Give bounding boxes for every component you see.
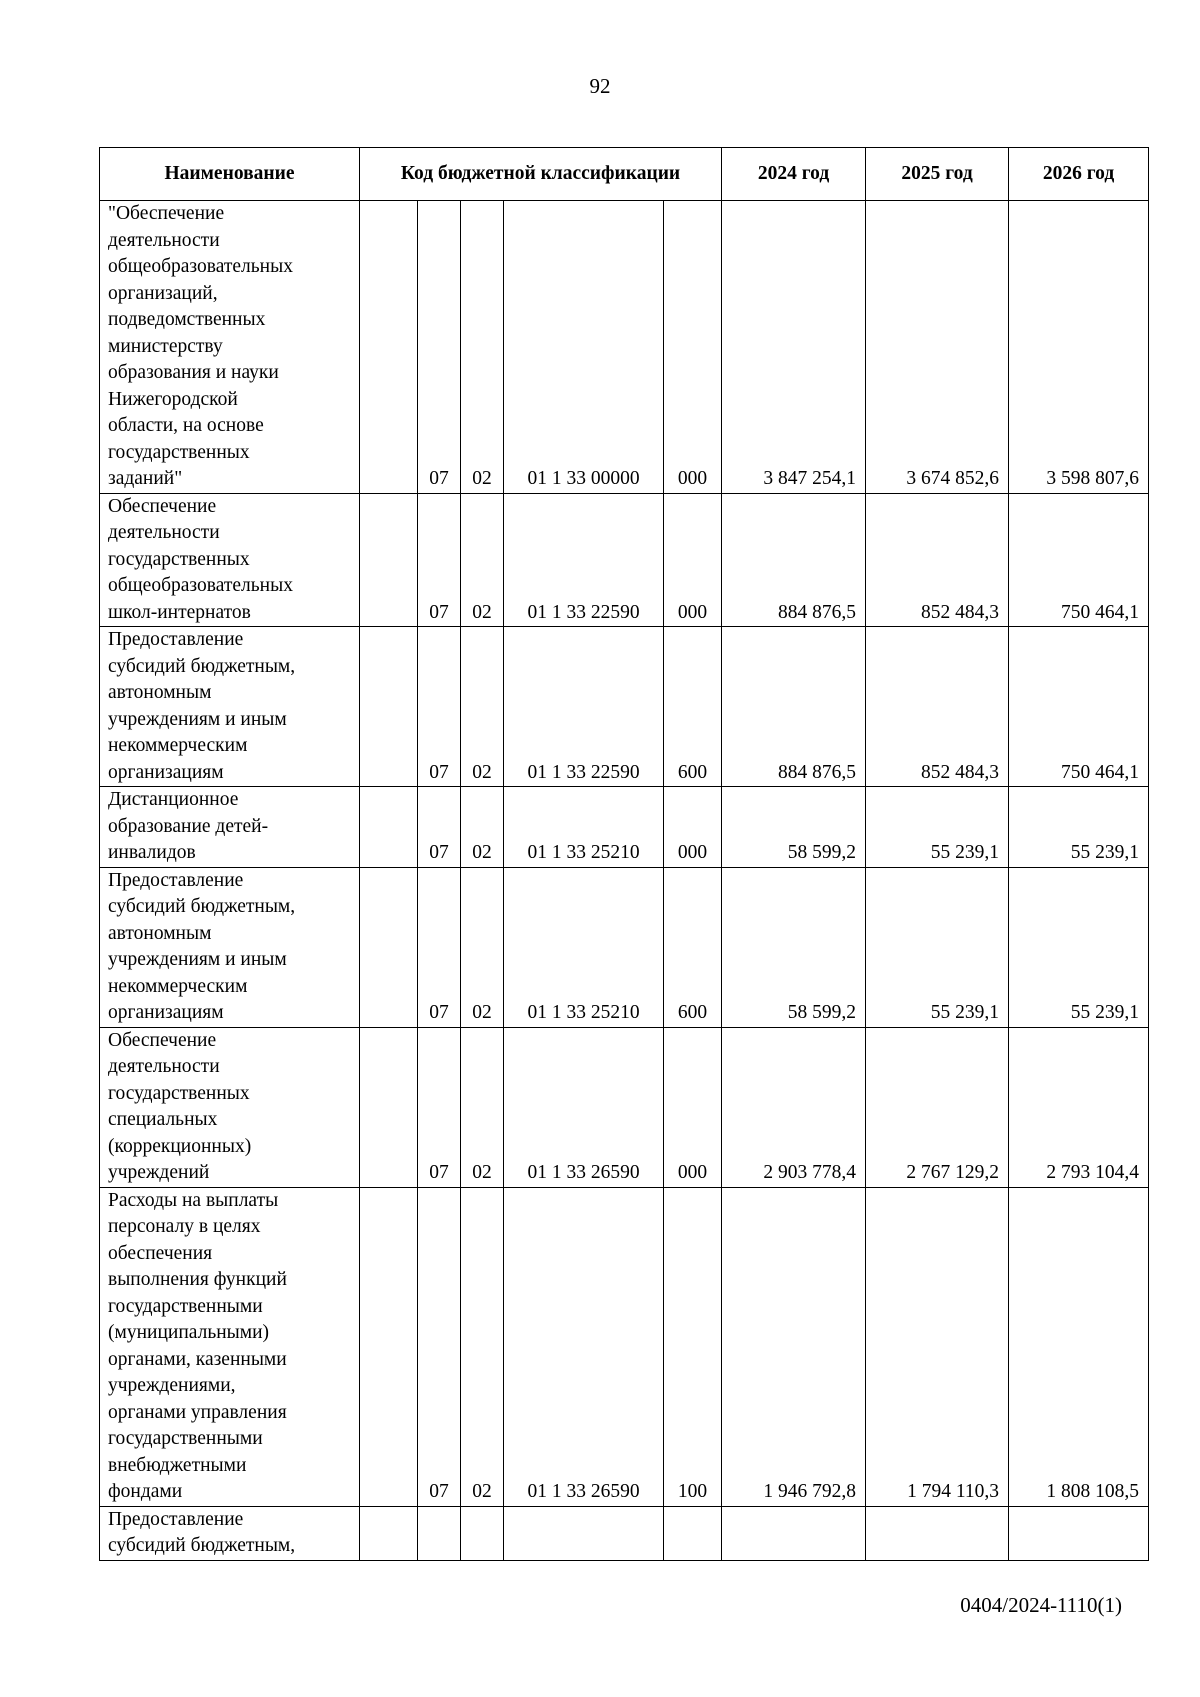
value-2024: 3 847 254,1 <box>722 201 866 494</box>
table-row <box>100 1187 1149 1506</box>
table-row <box>100 1506 1149 1560</box>
value-2026: 1 808 108,5 <box>1009 1187 1149 1506</box>
value-2024: 1 946 792,8 <box>722 1187 866 1506</box>
code-expense-type <box>664 1506 722 1560</box>
code-target-article: 01 1 33 26590 <box>504 1027 664 1187</box>
value-2026: 55 239,1 <box>1009 867 1149 1027</box>
code-empty <box>360 787 418 868</box>
code-target-article: 01 1 33 00000 <box>504 201 664 494</box>
code-subsection: 02 <box>461 1027 504 1187</box>
code-empty <box>360 201 418 494</box>
code-target-article <box>504 1506 664 1560</box>
code-section: 07 <box>418 201 461 494</box>
code-section <box>418 1506 461 1560</box>
value-2025: 3 674 852,6 <box>866 201 1009 494</box>
code-target-article: 01 1 33 22590 <box>504 493 664 627</box>
code-empty <box>360 1506 418 1560</box>
table-header-row <box>100 148 1149 201</box>
code-empty <box>360 1187 418 1506</box>
code-expense-type: 000 <box>664 787 722 868</box>
code-subsection: 02 <box>461 787 504 868</box>
value-2024: 58 599,2 <box>722 787 866 868</box>
code-empty <box>360 867 418 1027</box>
value-2025: 852 484,3 <box>866 493 1009 627</box>
code-target-article: 01 1 33 25210 <box>504 787 664 868</box>
value-2025: 55 239,1 <box>866 787 1009 868</box>
header-2026: 2026 год <box>1009 148 1149 201</box>
value-2025 <box>866 1506 1009 1560</box>
table-row <box>100 1027 1149 1187</box>
header-code: Код бюджетной классификации <box>360 148 722 201</box>
row-name: Предоставление субсидий бюджетным, автономным учреждениям и иным некоммерческим организациям <box>100 867 360 1027</box>
value-2025: 1 794 110,3 <box>866 1187 1009 1506</box>
row-name: "Обеспечение деятельности общеобразовательных организаций, подведомственных министерству образования и науки Нижегородской области, на основе государственных заданий" <box>100 201 360 494</box>
code-expense-type: 000 <box>664 493 722 627</box>
code-expense-type: 000 <box>664 201 722 494</box>
code-subsection <box>461 1506 504 1560</box>
table-row <box>100 201 1149 494</box>
value-2025: 2 767 129,2 <box>866 1027 1009 1187</box>
code-expense-type: 600 <box>664 867 722 1027</box>
code-subsection: 02 <box>461 627 504 787</box>
code-target-article: 01 1 33 25210 <box>504 867 664 1027</box>
value-2024: 58 599,2 <box>722 867 866 1027</box>
table-row <box>100 867 1149 1027</box>
value-2026: 2 793 104,4 <box>1009 1027 1149 1187</box>
row-name: Обеспечение деятельности государственных общеобразовательных школ-интернатов <box>100 493 360 627</box>
value-2024: 2 903 778,4 <box>722 1027 866 1187</box>
table-row <box>100 787 1149 868</box>
row-name: Обеспечение деятельности государственных специальных (коррекционных) учреждений <box>100 1027 360 1187</box>
code-section: 07 <box>418 867 461 1027</box>
code-target-article: 01 1 33 26590 <box>504 1187 664 1506</box>
value-2026: 750 464,1 <box>1009 627 1149 787</box>
document-id: 0404/2024-1110(1) <box>960 1593 1122 1617</box>
row-name: Предоставление субсидий бюджетным, <box>100 1506 360 1560</box>
row-name: Расходы на выплаты персоналу в целях обеспечения выполнения функций государственными (муниципальными) органами, казенными учреждениями, органами управления государственными внебюджетными фондами <box>100 1187 360 1506</box>
value-2024: 884 876,5 <box>722 627 866 787</box>
budget-table <box>99 147 1149 1561</box>
page-number: 92 <box>589 74 611 98</box>
code-section: 07 <box>418 787 461 868</box>
code-expense-type: 600 <box>664 627 722 787</box>
table-body <box>100 201 1149 1561</box>
value-2024: 884 876,5 <box>722 493 866 627</box>
value-2025: 852 484,3 <box>866 627 1009 787</box>
code-section: 07 <box>418 627 461 787</box>
row-name: Предоставление субсидий бюджетным, автономным учреждениям и иным некоммерческим организациям <box>100 627 360 787</box>
table-row <box>100 493 1149 627</box>
code-empty <box>360 493 418 627</box>
code-subsection: 02 <box>461 867 504 1027</box>
table-row <box>100 627 1149 787</box>
value-2025: 55 239,1 <box>866 867 1009 1027</box>
header-name: Наименование <box>100 148 360 201</box>
code-expense-type: 000 <box>664 1027 722 1187</box>
code-subsection: 02 <box>461 493 504 627</box>
code-subsection: 02 <box>461 1187 504 1506</box>
header-2025: 2025 год <box>866 148 1009 201</box>
code-target-article: 01 1 33 22590 <box>504 627 664 787</box>
value-2026 <box>1009 1506 1149 1560</box>
code-subsection: 02 <box>461 201 504 494</box>
code-section: 07 <box>418 1187 461 1506</box>
header-2024: 2024 год <box>722 148 866 201</box>
code-expense-type: 100 <box>664 1187 722 1506</box>
row-name: Дистанционное образование детей- инвалидов <box>100 787 360 868</box>
value-2026: 750 464,1 <box>1009 493 1149 627</box>
code-section: 07 <box>418 1027 461 1187</box>
code-empty <box>360 627 418 787</box>
value-2026: 3 598 807,6 <box>1009 201 1149 494</box>
value-2026: 55 239,1 <box>1009 787 1149 868</box>
value-2024 <box>722 1506 866 1560</box>
code-empty <box>360 1027 418 1187</box>
code-section: 07 <box>418 493 461 627</box>
